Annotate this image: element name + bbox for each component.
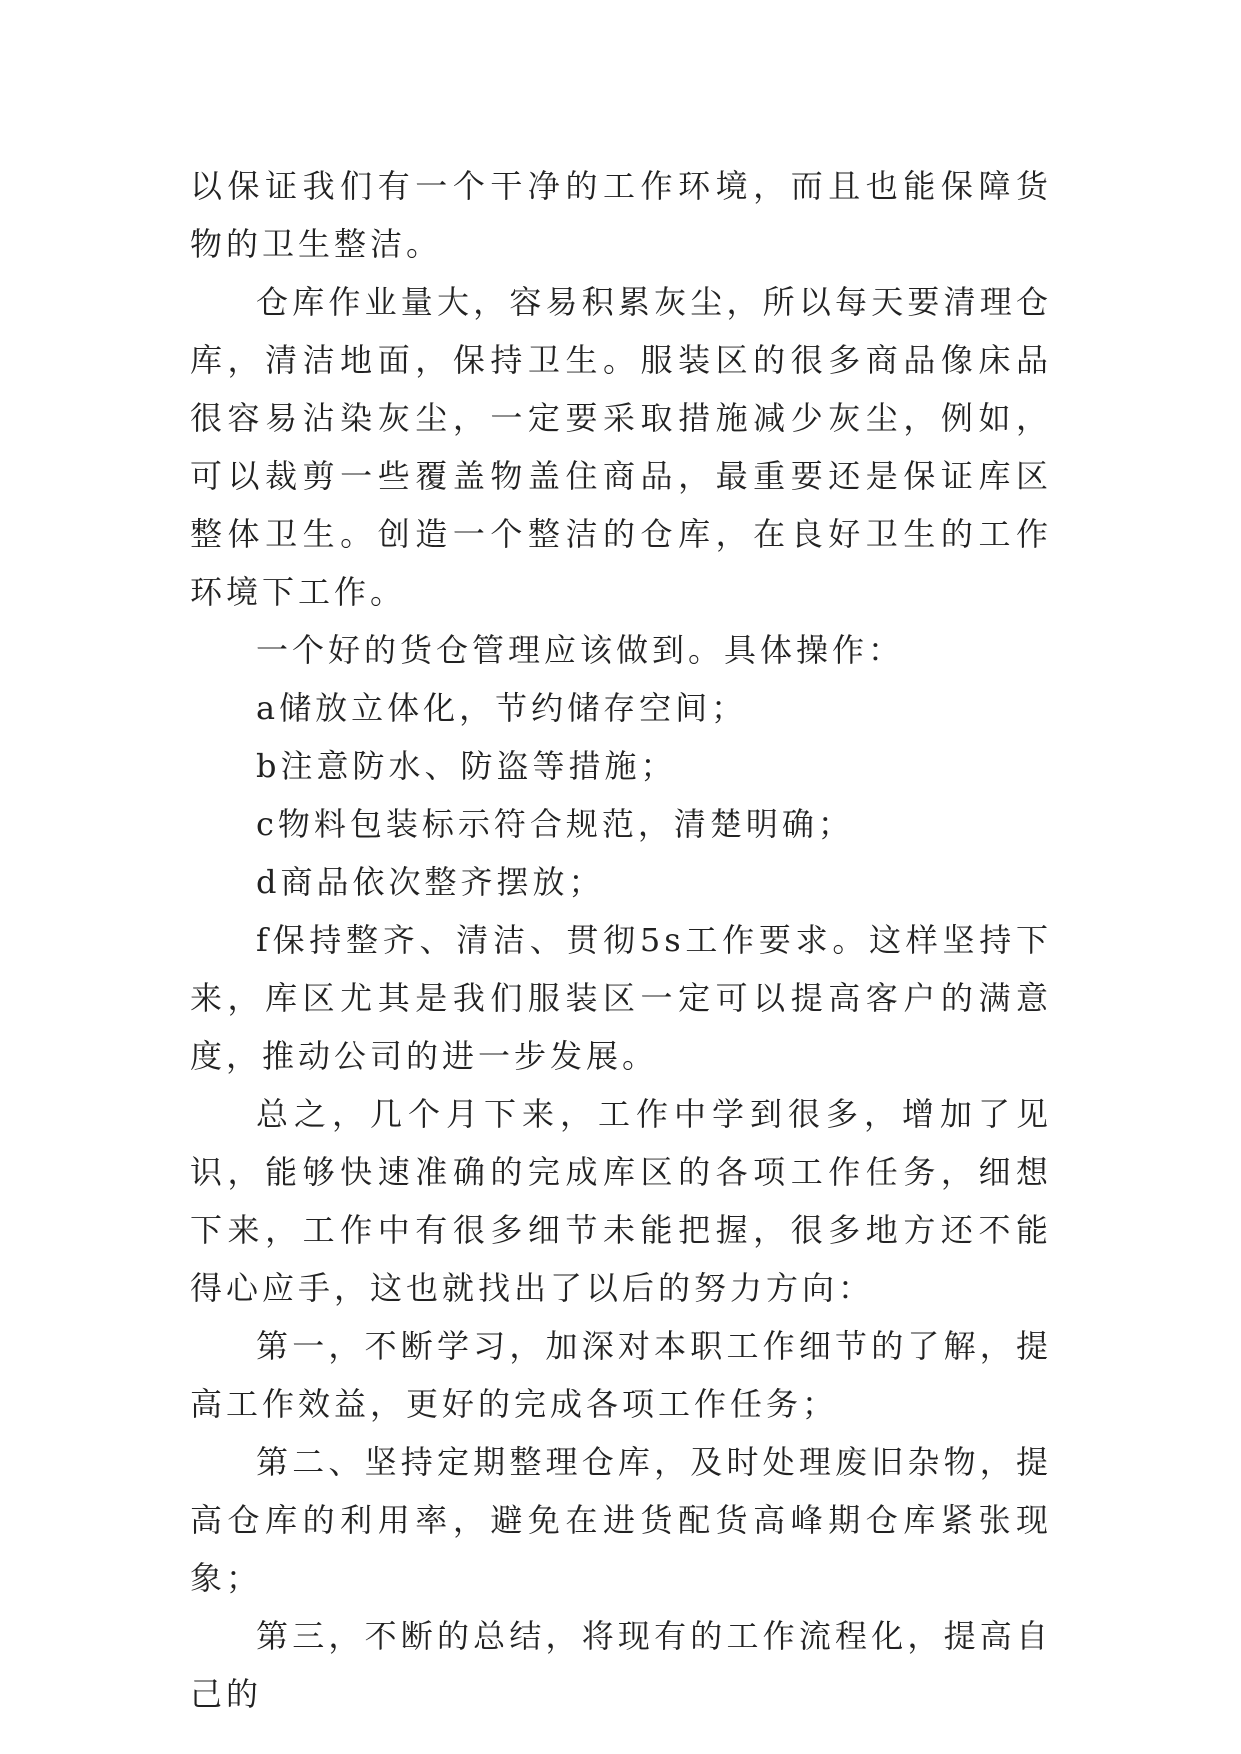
paragraph-3: 一个好的货仓管理应该做到。具体操作： [256, 631, 905, 669]
paragraph-summary: 总之，几个月下来，工作中学到很多，增加了见识，能够快速准确的完成库区的各项工作任务，细想下来，工作中有很多细节未能把握，很多地方还不能得心应手，这也就找出了以后的努力方向： [190, 1095, 1052, 1307]
list-item-b: b注意防水、防盗等措施； [256, 747, 677, 785]
list-item-c: c物料包装标示符合规范，清楚明确； [256, 805, 854, 843]
list-item-d: d商品依次整齐摆放； [256, 863, 605, 901]
paragraph-first: 第一，不断学习，加深对本职工作细节的了解，提高工作效益，更好的完成各项工作任务； [190, 1327, 1052, 1423]
list-item-f: f保持整齐、清洁、贯彻5s工作要求。这样坚持下来，库区尤其是我们服装区一定可以提高客户的满意度，推动公司的进一步发展。 [190, 921, 1052, 1075]
list-item-a: a储放立体化，节约储存空间； [256, 689, 748, 727]
document-body [190, 157, 1052, 1723]
paragraph-1: 以保证我们有一个干净的工作环境，而且也能保障货物的卫生整洁。 [190, 167, 1052, 263]
paragraph-second: 第二、坚持定期整理仓库，及时处理废旧杂物，提高仓库的利用率，避免在进货配货高峰期仓库紧张现象； [190, 1443, 1052, 1597]
paragraph-2: 仓库作业量大，容易积累灰尘，所以每天要清理仓库，清洁地面，保持卫生。服装区的很多商品像床品很容易沾染灰尘，一定要采取措施减少灰尘，例如，可以裁剪一些覆盖物盖住商品，最重要还是保证库区整体卫生。创造一个整洁的仓库，在良好卫生的工作环境下工作。 [190, 283, 1052, 611]
paragraph-third: 第三，不断的总结，将现有的工作流程化，提高自己的 [190, 1617, 1052, 1713]
